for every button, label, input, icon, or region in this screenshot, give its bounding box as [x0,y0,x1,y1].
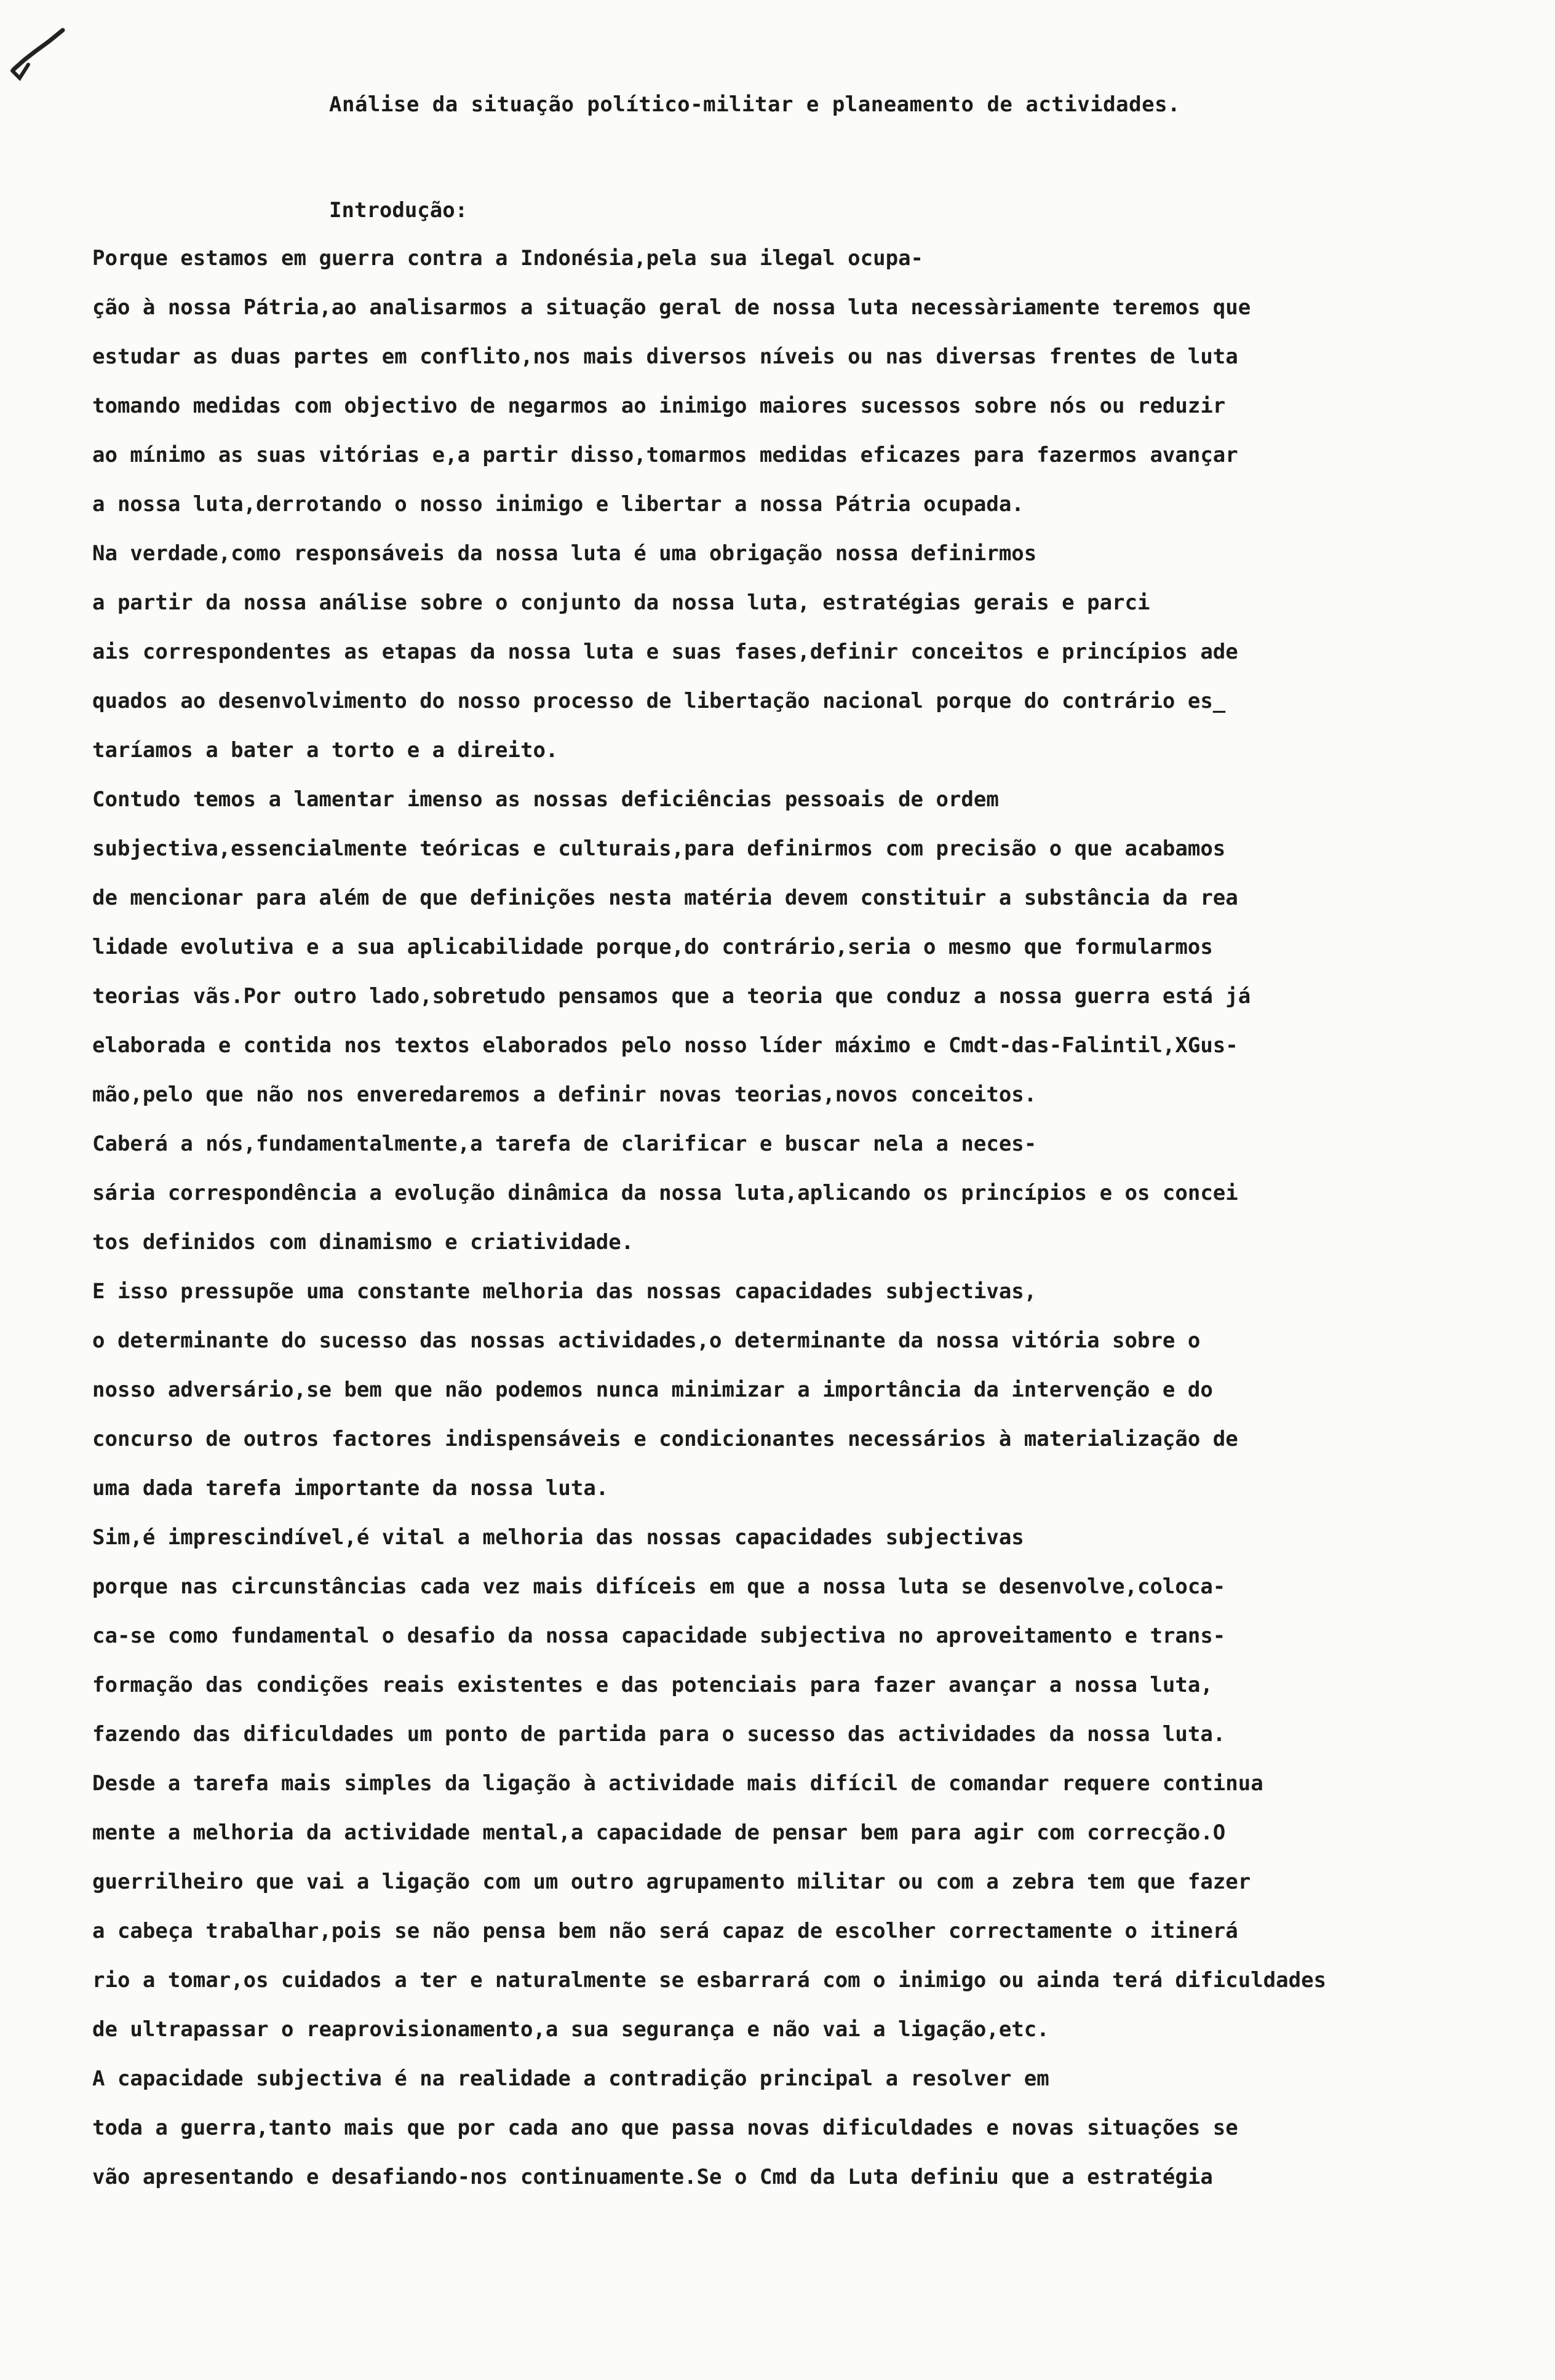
body-line: a nossa luta,derrotando o nosso inimigo e libertar a nossa Pátria ocupada. [92,492,1024,517]
body-line: guerrilheiro que vai a ligação com um outro agrupamento militar ou com a zebra tem que fazer [92,1870,1251,1894]
body-line: mente a melhoria da actividade mental,a capacidade de pensar bem para agir com correcção.O [92,1820,1226,1845]
body-line: ca-se como fundamental o desafio da nossa capacidade subjectiva no aproveitamento e trans- [92,1624,1226,1648]
body-line: A capacidade subjectiva é na realidade a contradição principal a resolver em [92,2066,1049,2091]
body-line: lidade evolutiva e a sua aplicabilidade porque,do contrário,seria o mesmo que formularmos [92,935,1213,959]
body-line: ao mínimo as suas vitórias e,a partir disso,tomarmos medidas eficazes para fazermos avançar [92,443,1238,467]
body-line: estudar as duas partes em conflito,nos mais diversos níveis ou nas diversas frentes de luta [92,344,1238,369]
body-line: de ultrapassar o reaprovisionamento,a sua segurança e não vai a ligação,etc. [92,2017,1049,2042]
body-line: Porque estamos em guerra contra a Indonésia,pela sua ilegal ocupa- [92,246,924,271]
body-line: fazendo das dificuldades um ponto de partida para o sucesso das actividades da nossa luta. [92,1722,1226,1747]
body-line: a partir da nossa análise sobre o conjunto da nossa luta, estratégias gerais e parci [92,590,1150,615]
body-line: a cabeça trabalhar,pois se não pensa bem não será capaz de escolher correctamente o itinerá [92,1919,1238,1943]
body-line: teorias vãs.Por outro lado,sobretudo pensamos que a teoria que conduz a nossa guerra está já [92,984,1251,1009]
body-line: tomando medidas com objectivo de negarmos ao inimigo maiores sucessos sobre nós ou reduzir [92,394,1226,418]
body-line: rio a tomar,os cuidados a ter e naturalmente se esbarrará com o inimigo ou ainda terá dificuldades [92,1968,1327,1993]
section-heading-introduction: Introdução: [329,198,468,223]
body-line: E isso pressupõe uma constante melhoria das nossas capacidades subjectivas, [92,1279,1037,1304]
body-line: porque nas circunstâncias cada vez mais difíceis em que a nossa luta se desenvolve,coloca- [92,1574,1226,1599]
body-line: concurso de outros factores indispensáveis e condicionantes necessários à materialização de [92,1427,1238,1451]
body-line: Desde a tarefa mais simples da ligação à actividade mais difícil de comandar requere continua [92,1771,1263,1796]
body-line: Sim,é imprescindível,é vital a melhoria das nossas capacidades subjectivas [92,1525,1024,1550]
body-line: de mencionar para além de que definições nesta matéria devem constituir a substância da rea [92,886,1238,910]
body-line: tos definidos com dinamismo e criatividade. [92,1230,634,1255]
body-line: ção à nossa Pátria,ao analisarmos a situação geral de nossa luta necessàriamente teremos que [92,295,1251,320]
body-line: subjectiva,essencialmente teóricas e culturais,para definirmos com precisão o que acabamos [92,836,1226,861]
body-line: mão,pelo que não nos enveredaremos a definir novas teorias,novos conceitos. [92,1082,1037,1107]
body-line: quados ao desenvolvimento do nosso processo de libertação nacional porque do contrário es_ [92,689,1226,713]
body-line: Contudo temos a lamentar imenso as nossas deficiências pessoais de ordem [92,787,999,812]
body-line: Na verdade,como responsáveis da nossa luta é uma obrigação nossa definirmos [92,541,1037,566]
body-line: ais correspondentes as etapas da nossa luta e suas fases,definir conceitos e princípios ade [92,640,1238,664]
pen-stroke-mark [6,22,74,83]
body-line: nosso adversário,se bem que não podemos nunca minimizar a importância da intervenção e do [92,1378,1213,1402]
body-line: o determinante do sucesso das nossas actividades,o determinante da nossa vitória sobre o [92,1328,1201,1353]
body-line: taríamos a bater a torto e a direito. [92,738,559,763]
body-line: vão apresentando e desafiando-nos continuamente.Se o Cmd da Luta definiu que a estratégia [92,2165,1213,2189]
body-line: formação das condições reais existentes e das potenciais para fazer avançar a nossa luta, [92,1673,1213,1697]
body-line: toda a guerra,tanto mais que por cada ano que passa novas dificuldades e novas situações se [92,2116,1238,2140]
body-line: elaborada e contida nos textos elaborados pelo nosso líder máximo e Cmdt-das-Falintil,XGus- [92,1033,1238,1058]
document-title: Análise da situação político-militar e planeamento de actividades. [329,92,1181,117]
body-line: sária correspondência a evolução dinâmica da nossa luta,aplicando os princípios e os concei [92,1181,1238,1205]
body-line: Caberá a nós,fundamentalmente,a tarefa de clarificar e buscar nela a neces- [92,1132,1037,1156]
body-line: uma dada tarefa importante da nossa luta. [92,1476,609,1501]
